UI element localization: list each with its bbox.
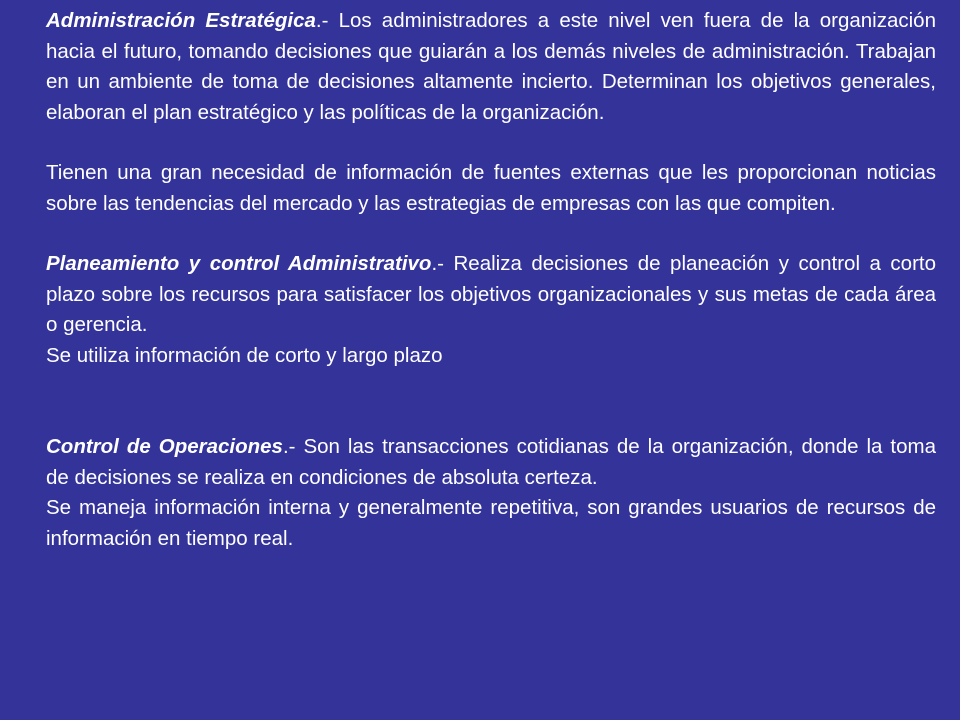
administrative-control-text: .- Realiza decisiones de planeación y control a corto plazo sobre los recursos para satisfacer los objetivos organizacionales y sus metas de cada área o gerencia.: [46, 252, 936, 336]
external-information-text: Tienen una gran necesidad de información de fuentes externas que les proporcionan noticias sobre las tendencias del mercado y las estrategias de empresas con las que compiten.: [46, 161, 936, 215]
operations-control-extra: Se maneja información interna y generalmente repetitiva, son grandes usuarios de recursos de información en tiempo real.: [46, 496, 936, 550]
paragraph-spacer: [46, 128, 936, 158]
operations-control-term: Control de Operaciones: [46, 435, 283, 458]
paragraph-spacer: [46, 371, 936, 432]
operations-control-paragraph: [46, 432, 936, 554]
operations-control-text: .- Son las transacciones cotidianas de la organización, donde la toma de decisiones se realiza en condiciones de absoluta certeza.: [46, 435, 936, 489]
strategic-management-text: .- Los administradores a este nivel ven fuera de la organización hacia el futuro, tomando decisiones que guiarán a los demás niveles de administración. Trabajan en un ambiente de toma de decisiones altamente incierto. Determinan los objetivos generales, elaboran el plan estratégico y las políticas de la organización.: [46, 9, 936, 124]
administrative-control-paragraph: [46, 249, 936, 371]
external-information-paragraph: [46, 158, 936, 219]
administrative-control-term: Planeamiento y control Administrativo: [46, 252, 432, 275]
strategic-management-paragraph: [46, 6, 936, 128]
paragraph-spacer: [46, 219, 936, 249]
slide-content: [46, 6, 936, 554]
administrative-control-extra: Se utiliza información de corto y largo plazo: [46, 343, 443, 367]
strategic-management-term: Administración Estratégica: [46, 9, 316, 32]
